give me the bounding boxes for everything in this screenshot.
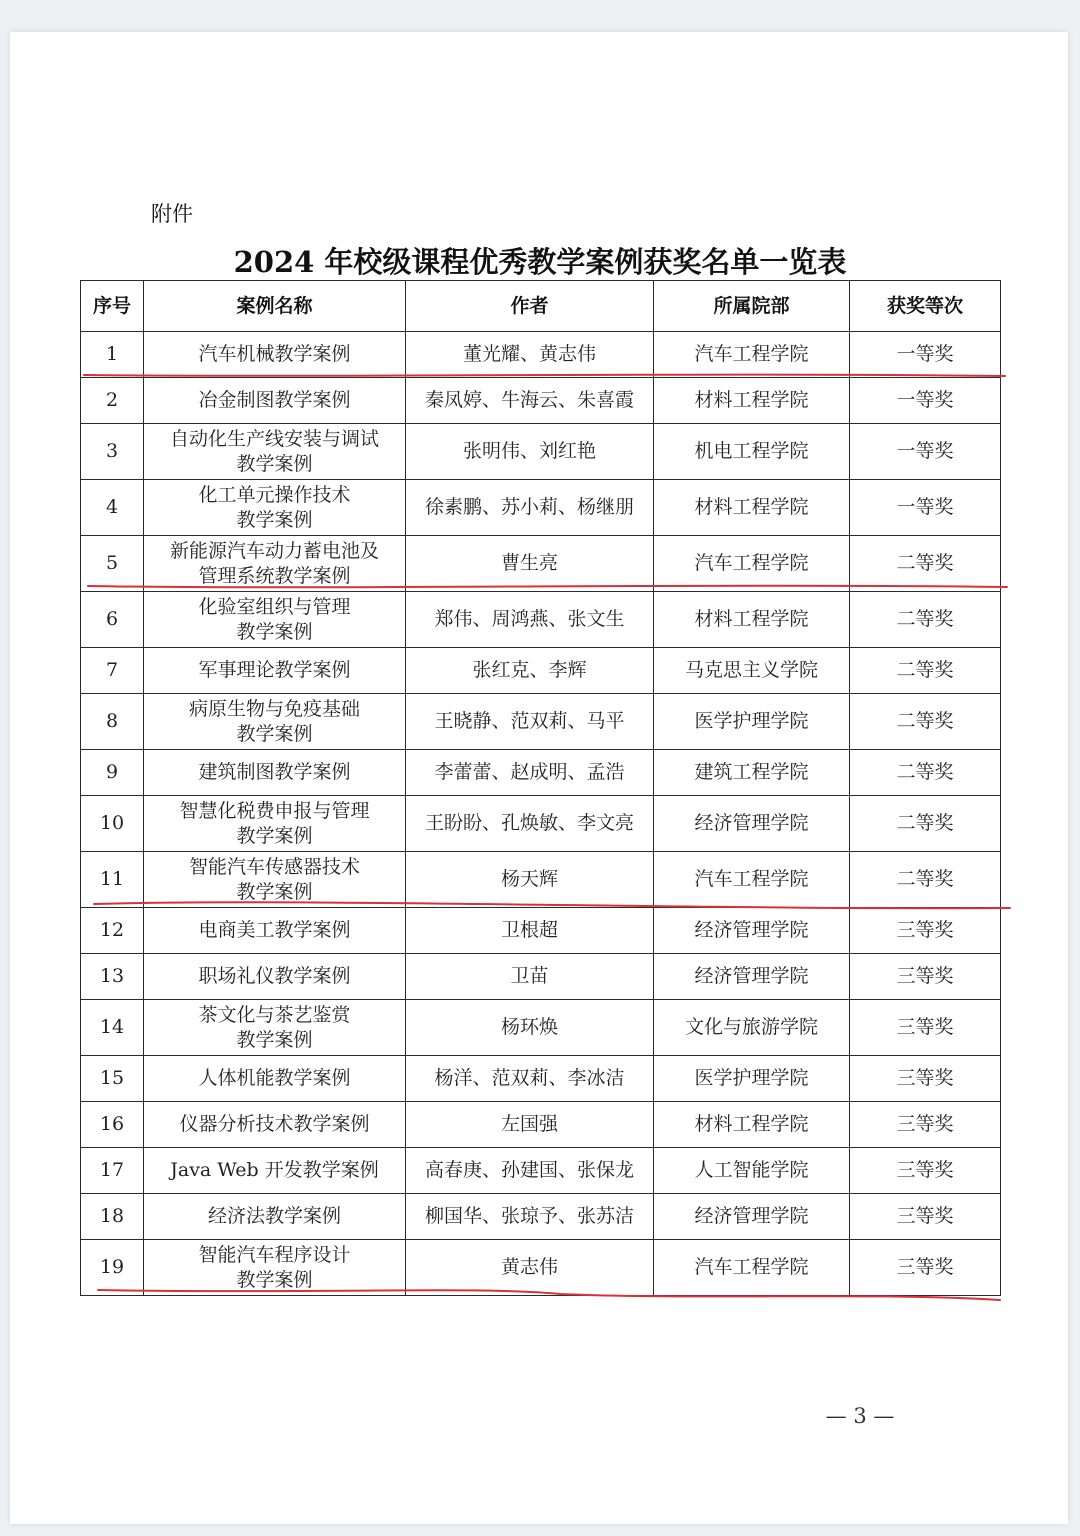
authors: 卫根超 bbox=[406, 908, 654, 954]
award-level: 三等奖 bbox=[850, 908, 1001, 954]
department: 汽车工程学院 bbox=[654, 852, 850, 908]
authors: 秦凤婷、牛海云、朱喜霞 bbox=[406, 378, 654, 424]
case-name-line: 教学案例 bbox=[236, 620, 313, 643]
header-authors: 作者 bbox=[406, 281, 654, 332]
case-name bbox=[144, 1240, 406, 1296]
case-name bbox=[144, 592, 406, 648]
case-name-line: 职场礼仪教学案例 bbox=[198, 965, 351, 987]
authors: 柳国华、张琼予、张苏洁 bbox=[406, 1194, 654, 1240]
table-row bbox=[81, 332, 1001, 378]
award-table bbox=[80, 280, 1001, 1296]
row-number: 16 bbox=[81, 1102, 144, 1148]
case-name-line: 教学案例 bbox=[236, 1028, 313, 1051]
case-name bbox=[144, 852, 406, 908]
department: 文化与旅游学院 bbox=[654, 1000, 850, 1056]
case-name-line: 智慧化税费申报与管理 bbox=[179, 799, 370, 822]
case-name-line: 新能源汽车动力蓄电池及 bbox=[169, 539, 379, 562]
row-number: 13 bbox=[81, 954, 144, 1000]
row-number: 9 bbox=[81, 750, 144, 796]
table-row bbox=[81, 1240, 1001, 1296]
award-level: 二等奖 bbox=[850, 536, 1001, 592]
table-row bbox=[81, 378, 1001, 424]
case-name bbox=[144, 480, 406, 536]
case-name bbox=[144, 332, 406, 378]
authors: 王晓静、范双莉、马平 bbox=[406, 694, 654, 750]
award-level: 三等奖 bbox=[850, 1148, 1001, 1194]
department: 经济管理学院 bbox=[654, 908, 850, 954]
award-level: 二等奖 bbox=[850, 648, 1001, 694]
case-name bbox=[144, 1000, 406, 1056]
table-row bbox=[81, 750, 1001, 796]
row-number: 4 bbox=[81, 480, 144, 536]
row-number: 17 bbox=[81, 1148, 144, 1194]
award-level: 二等奖 bbox=[850, 852, 1001, 908]
case-name-line: 智能汽车传感器技术 bbox=[188, 855, 360, 878]
table-row bbox=[81, 796, 1001, 852]
case-name bbox=[144, 954, 406, 1000]
case-name bbox=[144, 1102, 406, 1148]
table-row bbox=[81, 480, 1001, 536]
case-name-line: 病原生物与免疫基础 bbox=[188, 697, 360, 720]
row-number: 2 bbox=[81, 378, 144, 424]
award-level: 一等奖 bbox=[850, 378, 1001, 424]
department: 汽车工程学院 bbox=[654, 1240, 850, 1296]
table-body bbox=[81, 332, 1001, 1296]
header-department: 所属院部 bbox=[654, 281, 850, 332]
authors: 卫苗 bbox=[406, 954, 654, 1000]
case-name bbox=[144, 378, 406, 424]
case-name-line: 教学案例 bbox=[236, 1268, 313, 1291]
case-name-line: 建筑制图教学案例 bbox=[198, 761, 351, 783]
table-row bbox=[81, 954, 1001, 1000]
award-level: 三等奖 bbox=[850, 1240, 1001, 1296]
row-number: 14 bbox=[81, 1000, 144, 1056]
case-name-line: 汽车机械教学案例 bbox=[198, 343, 351, 365]
case-name-line: 管理系统教学案例 bbox=[198, 564, 351, 587]
case-name-line: 教学案例 bbox=[236, 880, 313, 903]
row-number: 6 bbox=[81, 592, 144, 648]
case-name-line: 智能汽车程序设计 bbox=[198, 1243, 351, 1266]
department: 建筑工程学院 bbox=[654, 750, 850, 796]
case-name-line: 教学案例 bbox=[236, 508, 313, 531]
department: 材料工程学院 bbox=[654, 1102, 850, 1148]
case-name-line: 人体机能教学案例 bbox=[198, 1067, 351, 1089]
case-name-line: Java Web 开发教学案例 bbox=[170, 1159, 379, 1181]
award-level: 二等奖 bbox=[850, 750, 1001, 796]
award-level: 一等奖 bbox=[850, 424, 1001, 480]
case-name-line: 经济法教学案例 bbox=[207, 1205, 341, 1227]
case-name bbox=[144, 694, 406, 750]
row-number: 8 bbox=[81, 694, 144, 750]
table-row bbox=[81, 908, 1001, 954]
table-row bbox=[81, 1102, 1001, 1148]
department: 材料工程学院 bbox=[654, 592, 850, 648]
department: 经济管理学院 bbox=[654, 954, 850, 1000]
authors: 杨环焕 bbox=[406, 1000, 654, 1056]
header-no: 序号 bbox=[81, 281, 144, 332]
award-level: 一等奖 bbox=[850, 332, 1001, 378]
row-number: 1 bbox=[81, 332, 144, 378]
row-number: 18 bbox=[81, 1194, 144, 1240]
row-number: 12 bbox=[81, 908, 144, 954]
award-level: 三等奖 bbox=[850, 1000, 1001, 1056]
authors: 黄志伟 bbox=[406, 1240, 654, 1296]
award-level: 三等奖 bbox=[850, 1194, 1001, 1240]
authors: 郑伟、周鸿燕、张文生 bbox=[406, 592, 654, 648]
department: 汽车工程学院 bbox=[654, 536, 850, 592]
case-name-line: 电商美工教学案例 bbox=[198, 919, 351, 941]
case-name-line: 教学案例 bbox=[236, 824, 313, 847]
row-number: 7 bbox=[81, 648, 144, 694]
case-name bbox=[144, 1056, 406, 1102]
case-name-line: 自动化生产线安装与调试 bbox=[169, 427, 379, 450]
department: 马克思主义学院 bbox=[654, 648, 850, 694]
award-level: 一等奖 bbox=[850, 480, 1001, 536]
row-number: 19 bbox=[81, 1240, 144, 1296]
authors: 曹生亮 bbox=[406, 536, 654, 592]
attachment-label: 附件 bbox=[151, 202, 193, 226]
table-row bbox=[81, 592, 1001, 648]
award-level: 三等奖 bbox=[850, 1102, 1001, 1148]
case-name-line: 茶文化与茶艺鉴赏 bbox=[198, 1003, 351, 1026]
row-number: 15 bbox=[81, 1056, 144, 1102]
case-name bbox=[144, 750, 406, 796]
case-name-line: 教学案例 bbox=[236, 452, 313, 475]
header-case-name: 案例名称 bbox=[144, 281, 406, 332]
authors: 张红克、李辉 bbox=[406, 648, 654, 694]
award-level: 三等奖 bbox=[850, 1056, 1001, 1102]
award-level: 三等奖 bbox=[850, 954, 1001, 1000]
authors: 杨天辉 bbox=[406, 852, 654, 908]
table-row bbox=[81, 1148, 1001, 1194]
case-name-line: 化验室组织与管理 bbox=[198, 595, 351, 618]
department: 机电工程学院 bbox=[654, 424, 850, 480]
table-row bbox=[81, 852, 1001, 908]
header-award: 获奖等次 bbox=[850, 281, 1001, 332]
case-name-line: 军事理论教学案例 bbox=[198, 659, 351, 681]
table-row bbox=[81, 648, 1001, 694]
case-name-line: 化工单元操作技术 bbox=[198, 483, 351, 506]
row-number: 11 bbox=[81, 852, 144, 908]
case-name bbox=[144, 908, 406, 954]
case-name bbox=[144, 1194, 406, 1240]
authors: 王盼盼、孔焕敏、李文亮 bbox=[406, 796, 654, 852]
table-row bbox=[81, 1056, 1001, 1102]
row-number: 10 bbox=[81, 796, 144, 852]
case-name bbox=[144, 648, 406, 694]
table-row bbox=[81, 424, 1001, 480]
department: 材料工程学院 bbox=[654, 480, 850, 536]
authors: 左国强 bbox=[406, 1102, 654, 1148]
case-name bbox=[144, 536, 406, 592]
award-level: 二等奖 bbox=[850, 592, 1001, 648]
case-name bbox=[144, 1148, 406, 1194]
row-number: 5 bbox=[81, 536, 144, 592]
department: 医学护理学院 bbox=[654, 694, 850, 750]
department: 经济管理学院 bbox=[654, 1194, 850, 1240]
table-row bbox=[81, 694, 1001, 750]
award-level: 二等奖 bbox=[850, 694, 1001, 750]
row-number: 3 bbox=[81, 424, 144, 480]
authors: 高春庚、孙建国、张保龙 bbox=[406, 1148, 654, 1194]
authors: 徐素鹏、苏小莉、杨继朋 bbox=[406, 480, 654, 536]
table-row bbox=[81, 536, 1001, 592]
case-name-line: 冶金制图教学案例 bbox=[198, 389, 351, 411]
document-title: 2024 年校级课程优秀教学案例获奖名单一览表 bbox=[233, 245, 847, 279]
authors: 李蕾蕾、赵成明、孟浩 bbox=[406, 750, 654, 796]
authors: 董光耀、黄志伟 bbox=[406, 332, 654, 378]
table-header-row bbox=[81, 281, 1001, 332]
department: 人工智能学院 bbox=[654, 1148, 850, 1194]
case-name bbox=[144, 424, 406, 480]
department: 汽车工程学院 bbox=[654, 332, 850, 378]
table-row bbox=[81, 1194, 1001, 1240]
case-name-line: 仪器分析技术教学案例 bbox=[179, 1113, 370, 1135]
case-name bbox=[144, 796, 406, 852]
department: 材料工程学院 bbox=[654, 378, 850, 424]
department: 经济管理学院 bbox=[654, 796, 850, 852]
authors: 杨洋、范双莉、李冰洁 bbox=[406, 1056, 654, 1102]
award-level: 二等奖 bbox=[850, 796, 1001, 852]
department: 医学护理学院 bbox=[654, 1056, 850, 1102]
table-row bbox=[81, 1000, 1001, 1056]
page-number: — 3 — bbox=[825, 1404, 895, 1428]
case-name-line: 教学案例 bbox=[236, 722, 313, 745]
authors: 张明伟、刘红艳 bbox=[406, 424, 654, 480]
